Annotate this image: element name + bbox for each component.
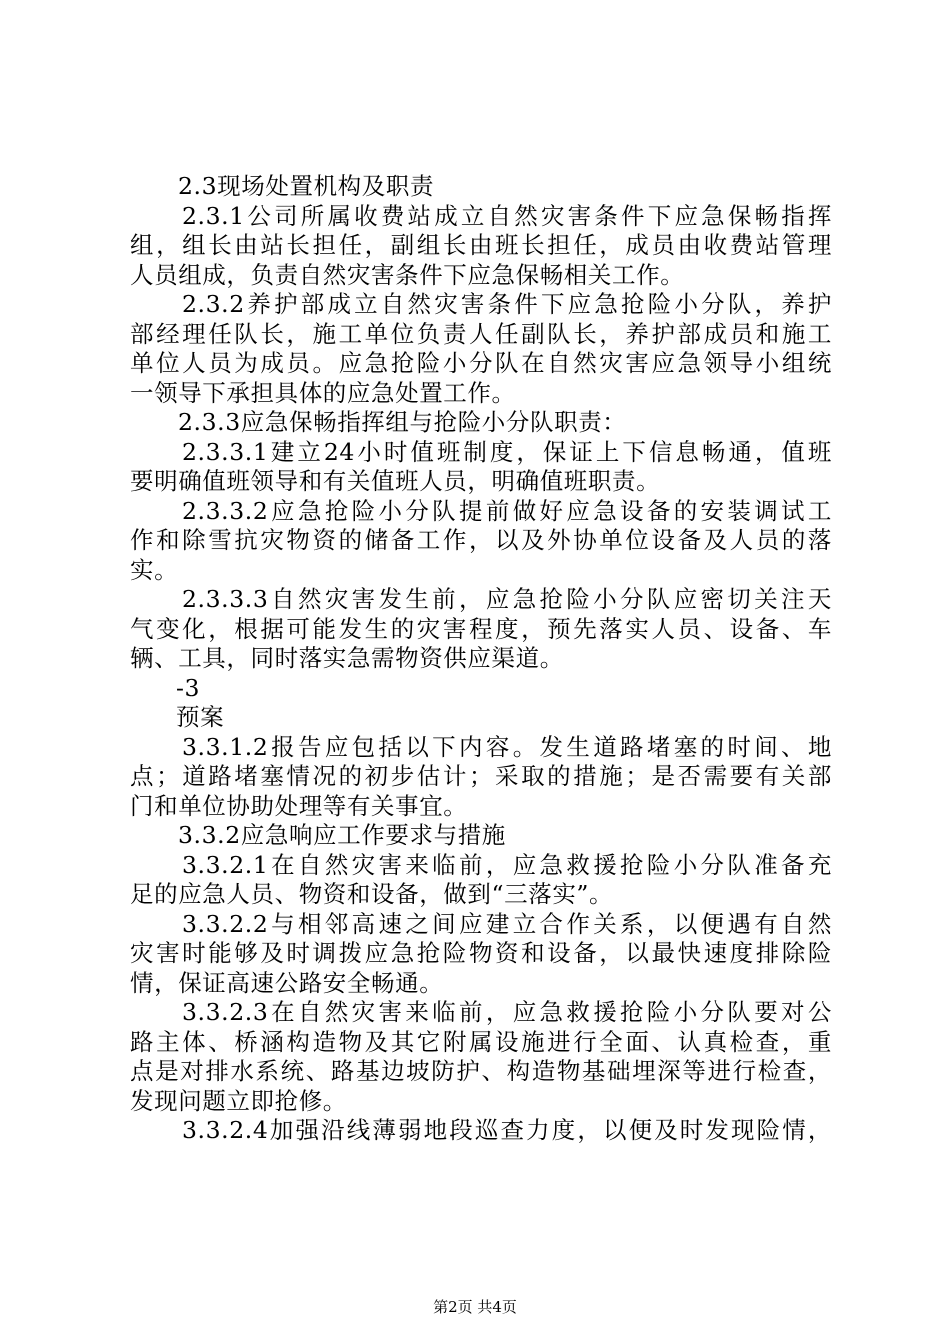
paragraph-line: 部经理任队长，施工单位负责人任副队长，养护部成员和施工 <box>130 319 832 348</box>
paragraph-line: 2.3.2养护部成立自然灾害条件下应急抢险小分队，养护 <box>182 290 832 318</box>
paragraph-line: 3.3.2.1在自然灾害来临前，应急救援抢险小分队准备充 <box>182 850 832 879</box>
paragraph-line: 2.3.1公司所属收费站成立自然灾害条件下应急保畅指挥 <box>182 201 832 230</box>
paragraph-line: 辆、工具，同时落实急需物资供应渠道。 <box>130 644 564 672</box>
paragraph-line: 3.3.2.4加强沿线薄弱地段巡查力度，以便及时发现险情， <box>182 1116 832 1144</box>
paragraph-line: 足的应急人员、物资和设备，做到“三落实”。 <box>130 880 614 908</box>
paragraph-line: 情，保证高速公路安全畅通。 <box>130 968 444 997</box>
paragraph-line: 点是对排水系统、路基边坡防护、构造物基础埋深等进行检查， <box>130 1057 832 1085</box>
paragraph-line: 气变化，根据可能发生的灾害程度，预先落实人员、设备、车 <box>130 614 832 643</box>
paragraph-line: 一领导下承担具体的应急处置工作。 <box>130 378 516 407</box>
paragraph-line: 3.3.1.2报告应包括以下内容。发生道路堵塞的时间、地 <box>182 732 832 761</box>
paragraph-line: 3.3.2.3在自然灾害来临前，应急救援抢险小分队要对公 <box>182 998 832 1026</box>
paragraph-line: 实。 <box>130 555 179 584</box>
paragraph-line: 3.3.2.2与相邻高速之间应建立合作关系，以便遇有自然 <box>182 909 832 938</box>
paragraph-line: 单位人员为成员。应急抢险小分队在自然灾害应急领导小组统 <box>130 349 832 377</box>
paragraph-line: 2.3.3.2应急抢险小分队提前做好应急设备的安装调试工 <box>182 496 832 525</box>
paragraph-line: 灾害时能够及时调拨应急抢险物资和设备，以最快速度排除险 <box>130 939 832 967</box>
paragraph-line: 门和单位协助处理等有关事宜。 <box>130 791 468 820</box>
section-heading: 2.3现场处置机构及职责 <box>178 172 435 200</box>
section-label: 预案 <box>176 703 225 731</box>
paragraph-line: 人员组成，负责自然灾害条件下应急保畅相关工作。 <box>130 260 685 289</box>
section-heading: 2.3.3应急保畅指挥组与抢险小分队职责： <box>178 408 627 436</box>
page-footer: 第2页 共4页 <box>433 1298 517 1316</box>
section-heading: 3.3.2应急响应工作要求与措施 <box>178 821 506 849</box>
paragraph-line: 2.3.3.1建立24小时值班制度，保证上下信息畅通，值班 <box>182 437 832 466</box>
paragraph-line: 2.3.3.3自然灾害发生前，应急抢险小分队应密切关注天 <box>182 585 832 613</box>
document-body <box>130 172 832 1146</box>
paragraph-line: 发现问题立即抢修。 <box>130 1086 347 1115</box>
paragraph-line: 要明确值班领导和有关值班人员，明确值班职责。 <box>130 467 661 495</box>
paragraph-line: 作和除雪抗灾物资的储备工作，以及外协单位设备及人员的落 <box>130 526 832 554</box>
paragraph-line: 点；道路堵塞情况的初步估计；采取的措施；是否需要有关部 <box>130 762 832 790</box>
paragraph-line: 组，组长由站长担任，副组长由班长担任，成员由收费站管理 <box>130 231 832 259</box>
page-marker: -3 <box>176 673 201 702</box>
paragraph-line: 路主体、桥涵构造物及其它附属设施进行全面、认真检查，重 <box>130 1027 832 1056</box>
